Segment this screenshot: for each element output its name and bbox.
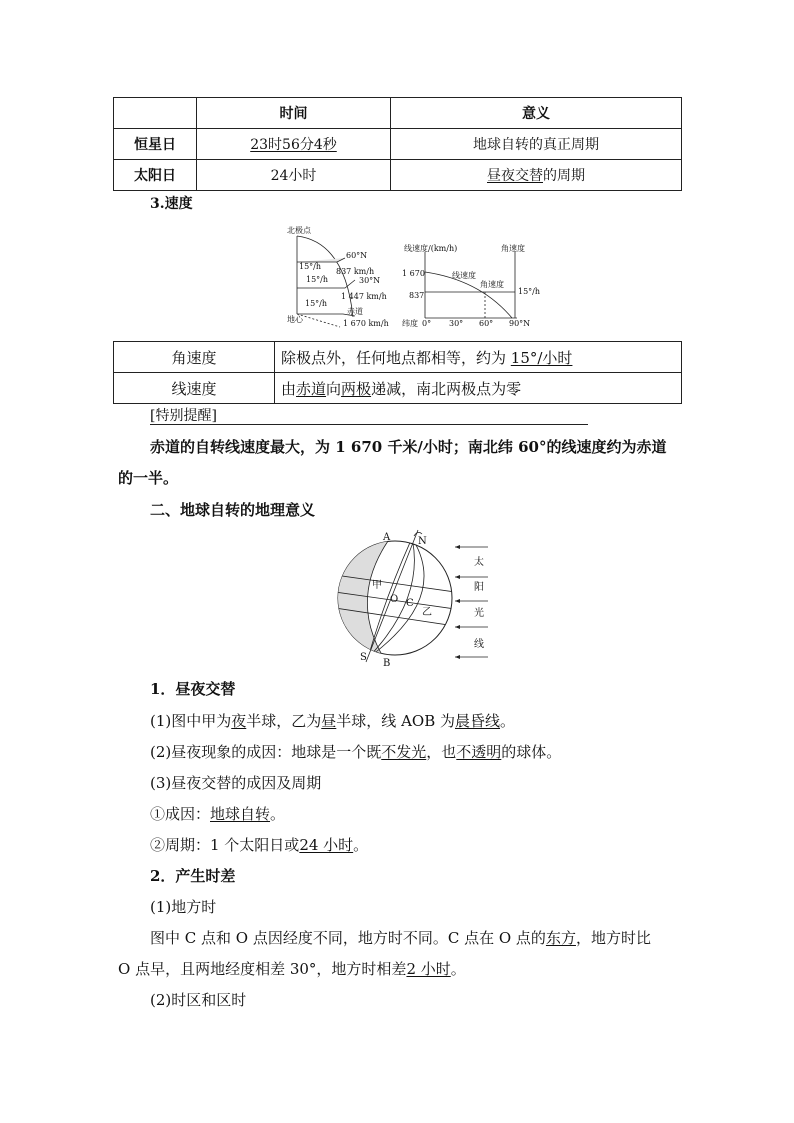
s2-p1: (1)地方时 — [150, 898, 217, 916]
tip-title: [特别提醒] — [150, 408, 217, 424]
x-tick: 30° — [449, 319, 464, 328]
row-name: 角速度 — [114, 342, 275, 373]
label-angular-2: 15°/h — [306, 275, 329, 284]
curve-label: 线速度 — [452, 271, 476, 280]
s1-p3: (3)昼夜交替的成因及周期 — [150, 774, 322, 792]
tip-rule — [150, 424, 588, 425]
table-header-cell — [114, 98, 197, 129]
radius-line — [297, 314, 340, 327]
table-header-cell: 时间 — [197, 98, 391, 129]
point-S: S — [360, 652, 367, 663]
table-row — [114, 160, 682, 191]
point-A: A — [383, 532, 391, 543]
label-jia: 甲 — [372, 580, 382, 591]
sunlight-char: 线 — [474, 639, 484, 650]
table-header-cell: 意义 — [391, 98, 682, 129]
row-desc: 除极点外，任何地点都相等，约为 15°/小时 — [275, 342, 682, 373]
sunlight-char: 光 — [474, 608, 484, 619]
y-tick-837: 837 — [409, 291, 425, 300]
x-axis-title: 纬度 — [402, 319, 418, 328]
point-C: C — [406, 598, 414, 609]
s2-p2: 图中 C 点和 O 点因经度不同，地方时不同。C 点在 O 点的东方，地方时比 — [150, 929, 651, 947]
tip-text-line2: 的一半。 — [118, 469, 179, 487]
s1-title: 1．昼夜交替 — [150, 680, 236, 698]
section-heading-2: 二、地球自转的地理意义 — [150, 501, 316, 519]
s2-p4: (2)时区和区时 — [150, 991, 247, 1009]
table-speeds — [113, 341, 682, 404]
s2-title: 2．产生时差 — [150, 867, 236, 885]
s1-p5: ②周期：1 个太阳日或24 小时。 — [150, 836, 369, 854]
row-time: 23时56分4秒 — [197, 129, 391, 160]
y-axis-title: 线速度/(km/h) — [404, 244, 458, 253]
row-meaning: 地球自转的真正周期 — [391, 129, 682, 160]
row-name: 线速度 — [114, 373, 275, 404]
table-row — [114, 373, 682, 404]
label-center: 地心 — [287, 315, 303, 324]
row-desc: 由赤道向两极递减，南北两极点为零 — [275, 373, 682, 404]
label-lat60: 60°N — [346, 251, 368, 260]
x-tick: 90°N — [509, 319, 531, 328]
table-header-row — [114, 98, 682, 129]
row-time: 24小时 — [197, 160, 391, 191]
row-meaning: 昼夜交替的周期 — [391, 160, 682, 191]
figure-earth-section — [285, 222, 390, 332]
x-tick: 0° — [422, 319, 432, 328]
tip-text-line1: 赤道的自转线速度最大，为 1 670 千米/小时；南北纬 60°的线速度约为赤道 — [150, 438, 667, 456]
label-yi: 乙 — [422, 607, 432, 618]
s1-p4: ①成因：地球自转。 — [150, 805, 286, 823]
label-equator: 赤道 — [347, 307, 363, 316]
s1-p2: (2)昼夜现象的成因：地球是一个既不发光，也不透明的球体。 — [150, 743, 562, 761]
label-speed-1447: 1 447 km/h — [341, 292, 387, 301]
point-N: N — [418, 536, 427, 547]
label-speed-837: 837 km/h — [336, 267, 375, 276]
sunlight-char: 太 — [474, 557, 484, 568]
label-angular-1: 15°/h — [299, 262, 322, 271]
figure-speed-chart — [400, 240, 541, 332]
row-name: 太阳日 — [114, 160, 197, 191]
s2-p3: O 点早，且两地经度相差 30°，地方时相差2 小时。 — [118, 960, 466, 978]
row-name: 恒星日 — [114, 129, 197, 160]
table-sidereal-solar-day — [113, 97, 682, 191]
point-B: B — [383, 658, 391, 669]
label-north-pole: 北极点 — [287, 226, 311, 235]
y2-axis-title: 角速度 — [501, 244, 525, 253]
label-angular-3: 15°/h — [305, 299, 328, 308]
figure-day-night-globe — [330, 530, 500, 670]
label-lat30: 30°N — [359, 276, 381, 285]
point-O: O — [390, 594, 399, 605]
right-axis-label: 15°/h — [518, 287, 541, 296]
section-heading-speed: 3.速度 — [150, 196, 193, 212]
y-tick-1670: 1 670 — [402, 269, 425, 278]
sunlight-char: 阳 — [474, 582, 484, 593]
label-speed-1670: 1 670 km/h — [343, 319, 389, 328]
s1-p1: (1)图中甲为夜半球，乙为昼半球，线 AOB 为晨昏线。 — [150, 712, 516, 730]
x-tick: 60° — [479, 319, 494, 328]
table-row — [114, 342, 682, 373]
table-row — [114, 129, 682, 160]
line-label: 角速度 — [480, 280, 504, 289]
